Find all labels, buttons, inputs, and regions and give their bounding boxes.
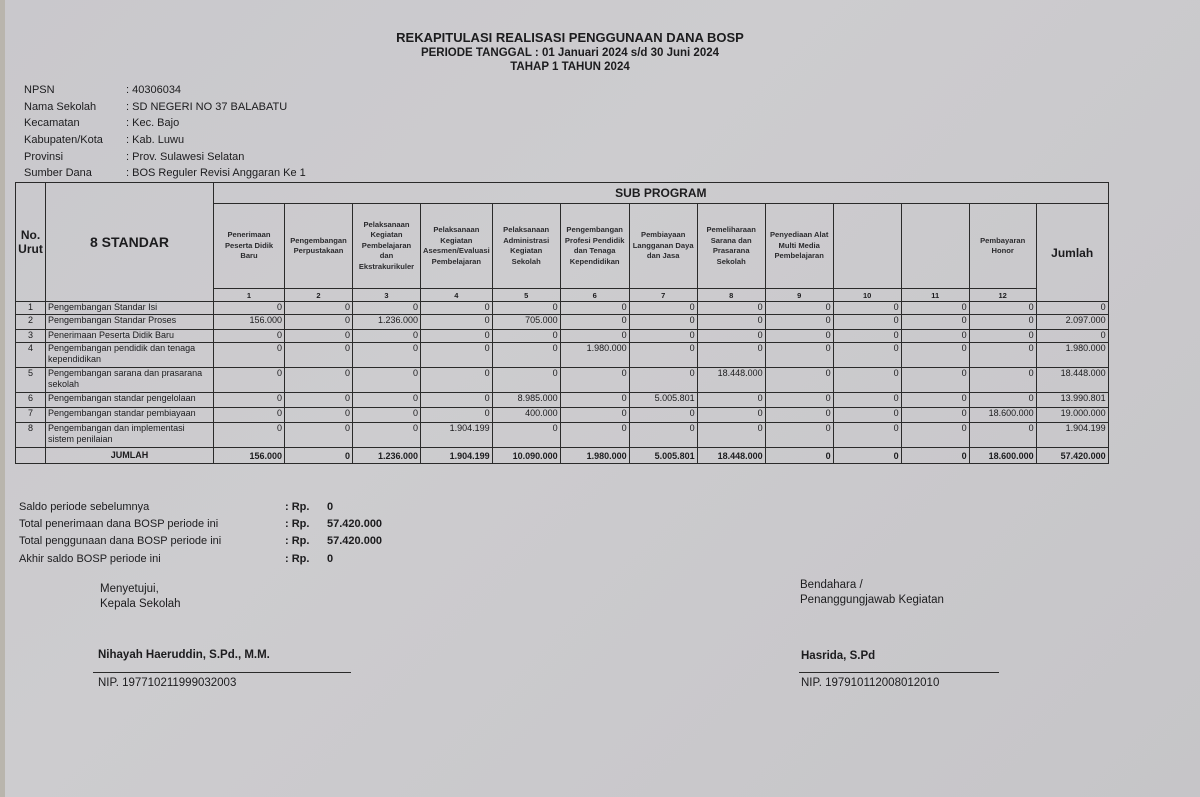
row-standar: Pengembangan pendidik dan tenaga kependidikan xyxy=(46,343,214,368)
total-col-10: 0 xyxy=(833,448,901,464)
cell-col-10: 0 xyxy=(833,343,901,368)
cell-col-3: 1.236.000 xyxy=(353,315,421,330)
total-col-12: 18.600.000 xyxy=(969,448,1036,464)
cell-col-1: 0 xyxy=(214,343,285,368)
row-number xyxy=(16,448,46,464)
signatory-name: Hasrida, S.Pd xyxy=(801,650,876,662)
cell-col-9: 0 xyxy=(765,330,833,343)
cell-col-5: 705.000 xyxy=(492,315,560,330)
cell-col-4: 1.904.199 xyxy=(421,423,493,448)
cell-col-4: 0 xyxy=(421,408,493,423)
cell-col-11: 0 xyxy=(901,423,969,448)
cell-col-12: 0 xyxy=(969,343,1036,368)
row-standar: Pengembangan Standar Isi xyxy=(46,302,214,315)
cell-col-10: 0 xyxy=(833,368,901,393)
cell-col-7: 0 xyxy=(629,368,697,393)
col-number: 12 xyxy=(969,289,1036,302)
cell-col-6: 0 xyxy=(560,368,629,393)
cell-jumlah: 0 xyxy=(1036,302,1108,315)
cell-col-3: 0 xyxy=(353,408,421,423)
total-label: JUMLAH xyxy=(46,448,214,464)
header-col-6: Pengembangan Profesi Pendidik dan Tenaga Kependidikan xyxy=(560,204,629,289)
cell-col-5: 0 xyxy=(492,368,560,393)
col-number: 10 xyxy=(833,289,901,302)
document-title-block xyxy=(380,30,760,74)
cell-col-6: 0 xyxy=(560,330,629,343)
cell-col-6: 0 xyxy=(560,302,629,315)
header-col-11 xyxy=(901,204,969,289)
cell-col-6: 0 xyxy=(560,393,629,408)
header-jumlah: Jumlah xyxy=(1036,204,1108,302)
cell-col-10: 0 xyxy=(833,302,901,315)
cell-col-9: 0 xyxy=(765,315,833,330)
meta-regency: Kabupaten/Kota : Kab. Luwu xyxy=(24,134,185,147)
cell-col-10: 0 xyxy=(833,315,901,330)
cell-col-12: 0 xyxy=(969,393,1036,408)
row-standar: Pengembangan standar pembiayaan xyxy=(46,408,214,423)
row-number: 4 xyxy=(16,343,46,368)
balance-summary xyxy=(19,498,382,567)
header-no-urut: No. Urut xyxy=(16,183,46,302)
col-number: 9 xyxy=(765,289,833,302)
row-standar: Pengembangan sarana dan prasarana sekolah xyxy=(46,368,214,393)
cell-col-4: 0 xyxy=(421,330,493,343)
signature-left xyxy=(100,582,360,692)
cell-col-9: 0 xyxy=(765,408,833,423)
col-number: 6 xyxy=(560,289,629,302)
cell-col-10: 0 xyxy=(833,393,901,408)
cell-col-9: 0 xyxy=(765,343,833,368)
signatory-name: Nihayah Haeruddin, S.Pd., M.M. xyxy=(98,649,270,661)
cell-col-1: 0 xyxy=(214,408,285,423)
cell-col-6: 0 xyxy=(560,315,629,330)
total-col-9: 0 xyxy=(765,448,833,464)
total-col-6: 1.980.000 xyxy=(560,448,629,464)
cell-col-11: 0 xyxy=(901,330,969,343)
cell-jumlah: 19.000.000 xyxy=(1036,408,1108,423)
cell-col-2: 0 xyxy=(285,330,353,343)
col-number: 1 xyxy=(214,289,285,302)
header-col-1: Penerimaan Peserta Didik Baru xyxy=(214,204,285,289)
meta-school-name: Nama Sekolah : SD NEGERI NO 37 BALABATU xyxy=(24,100,288,113)
cell-col-9: 0 xyxy=(765,393,833,408)
cell-col-11: 0 xyxy=(901,343,969,368)
cell-col-4: 0 xyxy=(421,368,493,393)
table-row xyxy=(16,330,1109,343)
cell-col-12: 0 xyxy=(969,423,1036,448)
summary-row-previous-balance: Saldo periode sebelumnya : Rp. 0 xyxy=(19,500,334,513)
cell-col-6: 0 xyxy=(560,408,629,423)
total-col-7: 5.005.801 xyxy=(629,448,697,464)
col-number: 2 xyxy=(285,289,353,302)
col-number: 5 xyxy=(492,289,560,302)
cell-col-1: 0 xyxy=(214,330,285,343)
cell-col-7: 0 xyxy=(629,302,697,315)
total-col-8: 18.448.000 xyxy=(697,448,765,464)
header-col-7: Pembiayaan Langganan Daya dan Jasa xyxy=(629,204,697,289)
cell-col-7: 0 xyxy=(629,343,697,368)
cell-col-6: 0 xyxy=(560,423,629,448)
cell-col-8: 0 xyxy=(697,393,765,408)
total-jumlah: 57.420.000 xyxy=(1036,448,1108,464)
header-sub-program: SUB PROGRAM xyxy=(214,183,1109,204)
cell-col-7: 0 xyxy=(629,408,697,423)
cell-col-11: 0 xyxy=(901,302,969,315)
cell-col-8: 0 xyxy=(697,330,765,343)
meta-fund-source: Sumber Dana : BOS Reguler Revisi Anggaran Ke 1 xyxy=(24,167,306,180)
cell-jumlah: 13.990.801 xyxy=(1036,393,1108,408)
cell-col-7: 5.005.801 xyxy=(629,393,697,408)
total-col-2: 0 xyxy=(285,448,353,464)
col-number: 8 xyxy=(697,289,765,302)
signature-line xyxy=(93,672,351,673)
meta-province: Provinsi : Prov. Sulawesi Selatan xyxy=(24,150,245,163)
summary-row-total-received: Total penerimaan dana BOSP periode ini : Rp. 57.420.000 xyxy=(19,517,383,530)
cell-col-4: 0 xyxy=(421,302,493,315)
cell-col-12: 0 xyxy=(969,315,1036,330)
signature-right xyxy=(800,578,1020,693)
cell-col-2: 0 xyxy=(285,343,353,368)
row-standar: Pengembangan Standar Proses xyxy=(46,315,214,330)
cell-col-8: 0 xyxy=(697,302,765,315)
signatory-nip: NIP. 197910112008012010 xyxy=(801,677,940,689)
cell-col-9: 0 xyxy=(765,302,833,315)
cell-jumlah: 1.904.199 xyxy=(1036,423,1108,448)
cell-col-2: 0 xyxy=(285,302,353,315)
cell-col-12: 0 xyxy=(969,368,1036,393)
cell-col-7: 0 xyxy=(629,330,697,343)
cell-col-1: 156.000 xyxy=(214,315,285,330)
cell-col-7: 0 xyxy=(629,423,697,448)
cell-col-1: 0 xyxy=(214,423,285,448)
summary-row-final-balance: Akhir saldo BOSP periode ini : Rp. 0 xyxy=(19,552,334,565)
cell-col-8: 0 xyxy=(697,315,765,330)
cell-col-11: 0 xyxy=(901,315,969,330)
row-number: 7 xyxy=(16,408,46,423)
row-number: 2 xyxy=(16,315,46,330)
cell-col-11: 0 xyxy=(901,368,969,393)
header-8-standar: 8 STANDAR xyxy=(46,183,214,302)
row-number: 6 xyxy=(16,393,46,408)
cell-col-4: 0 xyxy=(421,315,493,330)
signature-role-line2: Kepala Sekolah xyxy=(100,598,181,610)
cell-col-8: 0 xyxy=(697,343,765,368)
header-col-10 xyxy=(833,204,901,289)
row-number: 3 xyxy=(16,330,46,343)
cell-col-12: 0 xyxy=(969,330,1036,343)
cell-col-2: 0 xyxy=(285,408,353,423)
cell-col-5: 8.985.000 xyxy=(492,393,560,408)
school-info xyxy=(24,82,306,182)
document-title: REKAPITULASI REALISASI PENGGUNAAN DANA BOSP xyxy=(396,30,744,45)
cell-col-9: 0 xyxy=(765,368,833,393)
cell-col-2: 0 xyxy=(285,393,353,408)
signature-role-line1: Menyetujui, xyxy=(100,583,159,595)
cell-col-2: 0 xyxy=(285,423,353,448)
col-number: 3 xyxy=(353,289,421,302)
table-row xyxy=(16,408,1109,423)
cell-col-8: 0 xyxy=(697,408,765,423)
total-col-1: 156.000 xyxy=(214,448,285,464)
document-period: PERIODE TANGGAL : 01 Januari 2024 s/d 30 Juni 2024 xyxy=(420,47,720,59)
cell-col-3: 0 xyxy=(353,423,421,448)
cell-jumlah: 18.448.000 xyxy=(1036,368,1108,393)
row-standar: Penerimaan Peserta Didik Baru xyxy=(46,330,214,343)
cell-col-2: 0 xyxy=(285,315,353,330)
table-row xyxy=(16,393,1109,408)
row-number: 8 xyxy=(16,423,46,448)
cell-col-4: 0 xyxy=(421,343,493,368)
cell-col-5: 0 xyxy=(492,302,560,315)
col-number: 7 xyxy=(629,289,697,302)
recap-table xyxy=(15,182,1109,464)
table-row xyxy=(16,368,1109,393)
header-col-8: Pemeliharaan Sarana dan Prasarana Sekolah xyxy=(697,204,765,289)
row-standar: Pengembangan standar pengelolaan xyxy=(46,393,214,408)
table-row xyxy=(16,423,1109,448)
cell-col-3: 0 xyxy=(353,393,421,408)
cell-col-10: 0 xyxy=(833,330,901,343)
header-col-12: Pembayaran Honor xyxy=(969,204,1036,289)
signature-role-line2: Penanggungjawab Kegiatan xyxy=(800,594,944,606)
cell-col-8: 0 xyxy=(697,423,765,448)
cell-col-3: 0 xyxy=(353,368,421,393)
col-number: 11 xyxy=(901,289,969,302)
total-col-11: 0 xyxy=(901,448,969,464)
signatory-nip: NIP. 197710211999032003 xyxy=(98,677,237,689)
document-stage: TAHAP 1 TAHUN 2024 xyxy=(510,61,630,73)
total-col-3: 1.236.000 xyxy=(353,448,421,464)
cell-jumlah: 0 xyxy=(1036,330,1108,343)
cell-col-1: 0 xyxy=(214,302,285,315)
cell-jumlah: 2.097.000 xyxy=(1036,315,1108,330)
table-row xyxy=(16,315,1109,330)
header-col-2: Pengembangan Perpustakaan xyxy=(285,204,353,289)
total-col-5: 10.090.000 xyxy=(492,448,560,464)
table-row xyxy=(16,302,1109,315)
cell-col-8: 18.448.000 xyxy=(697,368,765,393)
cell-col-9: 0 xyxy=(765,423,833,448)
cell-col-5: 400.000 xyxy=(492,408,560,423)
row-number: 5 xyxy=(16,368,46,393)
cell-col-4: 0 xyxy=(421,393,493,408)
header-col-9: Penyediaan Alat Multi Media Pembelajaran xyxy=(765,204,833,289)
row-standar: Pengembangan dan implementasi sistem penilaian xyxy=(46,423,214,448)
cell-jumlah: 1.980.000 xyxy=(1036,343,1108,368)
cell-col-2: 0 xyxy=(285,368,353,393)
cell-col-12: 0 xyxy=(969,302,1036,315)
row-number: 1 xyxy=(16,302,46,315)
meta-district: Kecamatan : Kec. Bajo xyxy=(24,117,180,130)
col-number: 4 xyxy=(421,289,493,302)
paper-edge xyxy=(0,0,5,797)
cell-col-5: 0 xyxy=(492,330,560,343)
cell-col-10: 0 xyxy=(833,423,901,448)
table-body xyxy=(16,302,1109,464)
cell-col-3: 0 xyxy=(353,302,421,315)
cell-col-5: 0 xyxy=(492,343,560,368)
cell-col-10: 0 xyxy=(833,408,901,423)
total-row xyxy=(16,448,1109,464)
summary-row-total-used: Total penggunaan dana BOSP periode ini : Rp. 57.420.000 xyxy=(19,535,383,548)
cell-col-3: 0 xyxy=(353,330,421,343)
table-row xyxy=(16,343,1109,368)
cell-col-5: 0 xyxy=(492,423,560,448)
meta-npsn: NPSN : 40306034 xyxy=(24,84,182,97)
total-col-4: 1.904.199 xyxy=(421,448,493,464)
signature-line xyxy=(799,672,999,673)
cell-col-11: 0 xyxy=(901,408,969,423)
header-col-3: Pelaksanaan Kegiatan Pembelajaran dan Ekstrakurikuler xyxy=(353,204,421,289)
cell-col-7: 0 xyxy=(629,315,697,330)
signature-role-line1: Bendahara / xyxy=(800,579,863,591)
cell-col-3: 0 xyxy=(353,343,421,368)
cell-col-6: 1.980.000 xyxy=(560,343,629,368)
cell-col-11: 0 xyxy=(901,393,969,408)
cell-col-12: 18.600.000 xyxy=(969,408,1036,423)
header-col-5: Pelaksanaan Administrasi Kegiatan Sekolah xyxy=(492,204,560,289)
header-col-4: Pelaksanaan Kegiatan Asesmen/Evaluasi Pembelajaran xyxy=(421,204,493,289)
cell-col-1: 0 xyxy=(214,393,285,408)
cell-col-1: 0 xyxy=(214,368,285,393)
